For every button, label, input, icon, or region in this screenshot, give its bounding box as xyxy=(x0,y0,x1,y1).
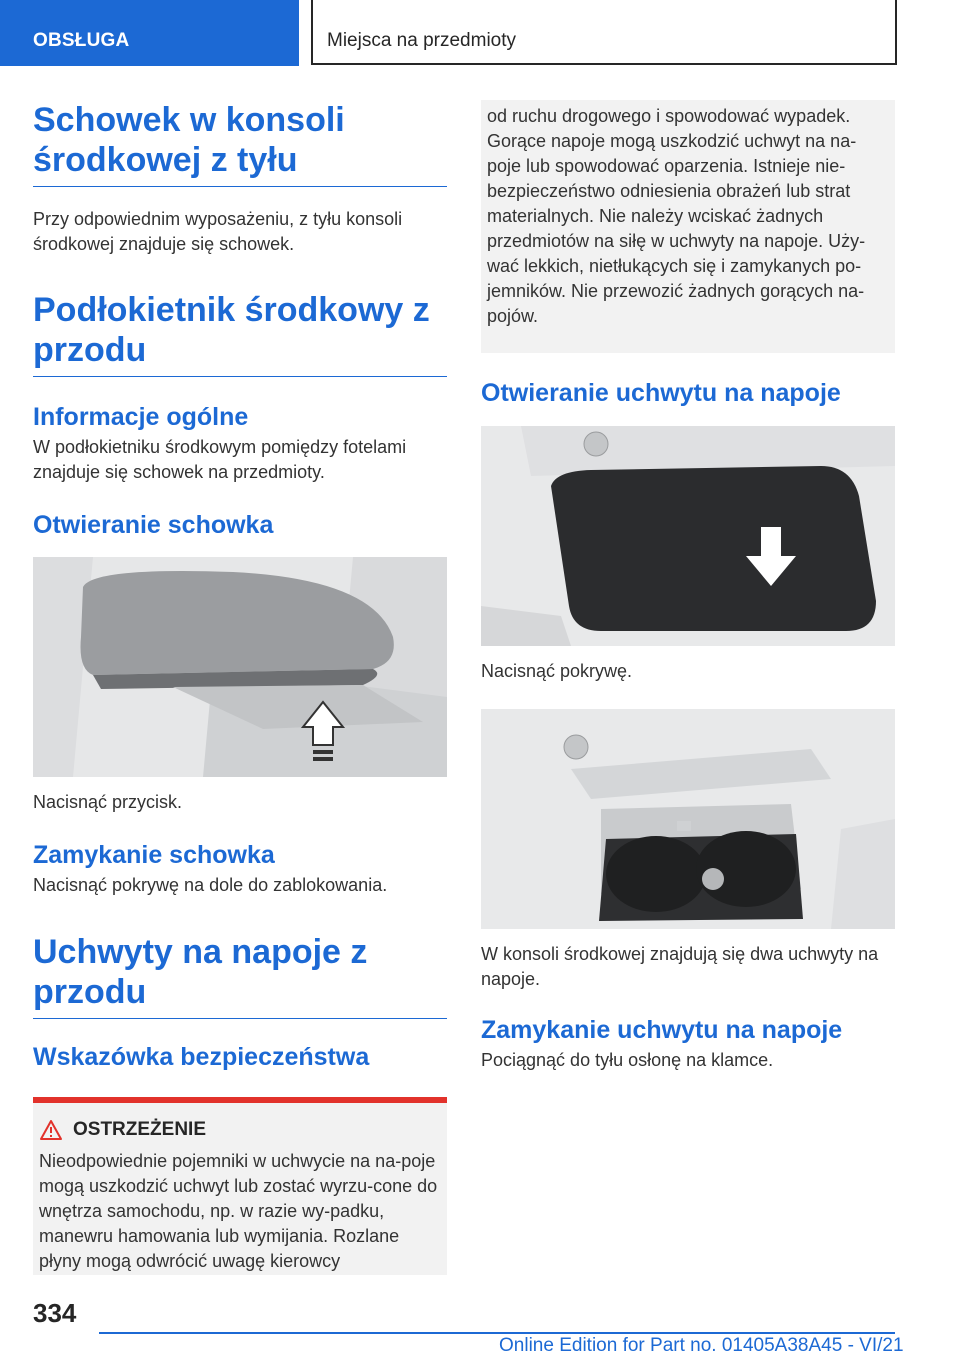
chapter-header xyxy=(311,0,897,65)
para-rear-storage: Przy odpowiednim wyposażeniu, z tyłu konsoli środkowej znajduje się schowek. xyxy=(33,209,403,254)
caption-press-button: Nacisnąć przycisk. xyxy=(33,792,183,812)
footer-divider xyxy=(99,1332,895,1334)
warning-text-part-1: Nieodpowiednie pojemniki w uchwycie na na-poje mogą uszkodzić uchwyt lub zostać wyrzu-cone do wnętrza samochodu, np. w razie wy-padku, manewru hamowania lub wymijania. Rozlane płyny mogą odwrócić uwagę kierowcy xyxy=(39,1151,438,1271)
para-close-compartment: Nacisnąć pokrywę na dole do zablokowania. xyxy=(33,875,388,895)
heading-close-compartment: Zamykanie schowka xyxy=(33,841,275,869)
heading-armrest: Podłokietnik środkowy z przodu xyxy=(33,290,447,377)
chapter-label: Miejsca na przedmioty xyxy=(327,30,517,51)
heading-open-compartment: Otwieranie schowka xyxy=(33,511,274,539)
caption-two-cupholders: W konsoli środkowej znajdują się dwa uchwyty na napoje. xyxy=(481,944,879,989)
cupholder-cover-illustration xyxy=(481,426,895,646)
section-label: OBSŁUGA xyxy=(33,30,130,51)
cupholder-cover-photo xyxy=(481,426,895,646)
page-number: 334 xyxy=(33,1298,77,1328)
armrest-illustration xyxy=(33,557,447,777)
cupholders-illustration xyxy=(481,709,895,929)
warning-box xyxy=(33,1097,447,1275)
cupholders-photo xyxy=(481,709,895,929)
heading-general-info: Informacje ogólne xyxy=(33,403,249,431)
warning-triangle-icon xyxy=(39,1119,63,1141)
para-general-info: W podłokietniku środkowym pomiędzy fotelami znajduje się schowek na przedmioty. xyxy=(33,437,407,482)
left-column xyxy=(33,100,447,1275)
warning-text-part-2: od ruchu drogowego i spowodować wypadek. Gorące napoje mogą uszkodzić uchwyt na na-poje lub spowodować oparzenia. Istnieje nie-bezpieczeństwo odniesienia obrażeń lub strat materialnych. Nie należy wciskać żadnych przedmiotów na siłę w uchwyty na napoje. Uży-wać lekkich, nietłukących się i zamykanych po-jemników. Nie przewozić żadnych gorących na-pojów. xyxy=(487,106,866,326)
caption-press-cover: Nacisnąć pokrywę. xyxy=(481,661,633,681)
warning-header xyxy=(39,1119,441,1141)
right-column xyxy=(481,100,895,1073)
edition-text: Online Edition for Part no. 01405A38A45 - VI/21 xyxy=(499,1335,904,1356)
section-tab xyxy=(0,0,299,66)
armrest-photo xyxy=(33,557,447,777)
heading-rear-storage: Schowek w konsoli środkowej z tyłu xyxy=(33,100,447,187)
heading-open-cupholder: Otwieranie uchwytu na napoje xyxy=(481,379,841,407)
heading-safety-note: Wskazówka bezpieczeństwa xyxy=(33,1043,370,1071)
warning-title: OSTRZEŻENIE xyxy=(73,1119,207,1140)
para-close-cupholder: Pociągnąć do tyłu osłonę na klamce. xyxy=(481,1050,774,1070)
warning-box-continued xyxy=(481,100,895,353)
heading-close-cupholder: Zamykanie uchwytu na napoje xyxy=(481,1016,843,1044)
heading-cupholders: Uchwyty na napoje z przodu xyxy=(33,932,447,1019)
